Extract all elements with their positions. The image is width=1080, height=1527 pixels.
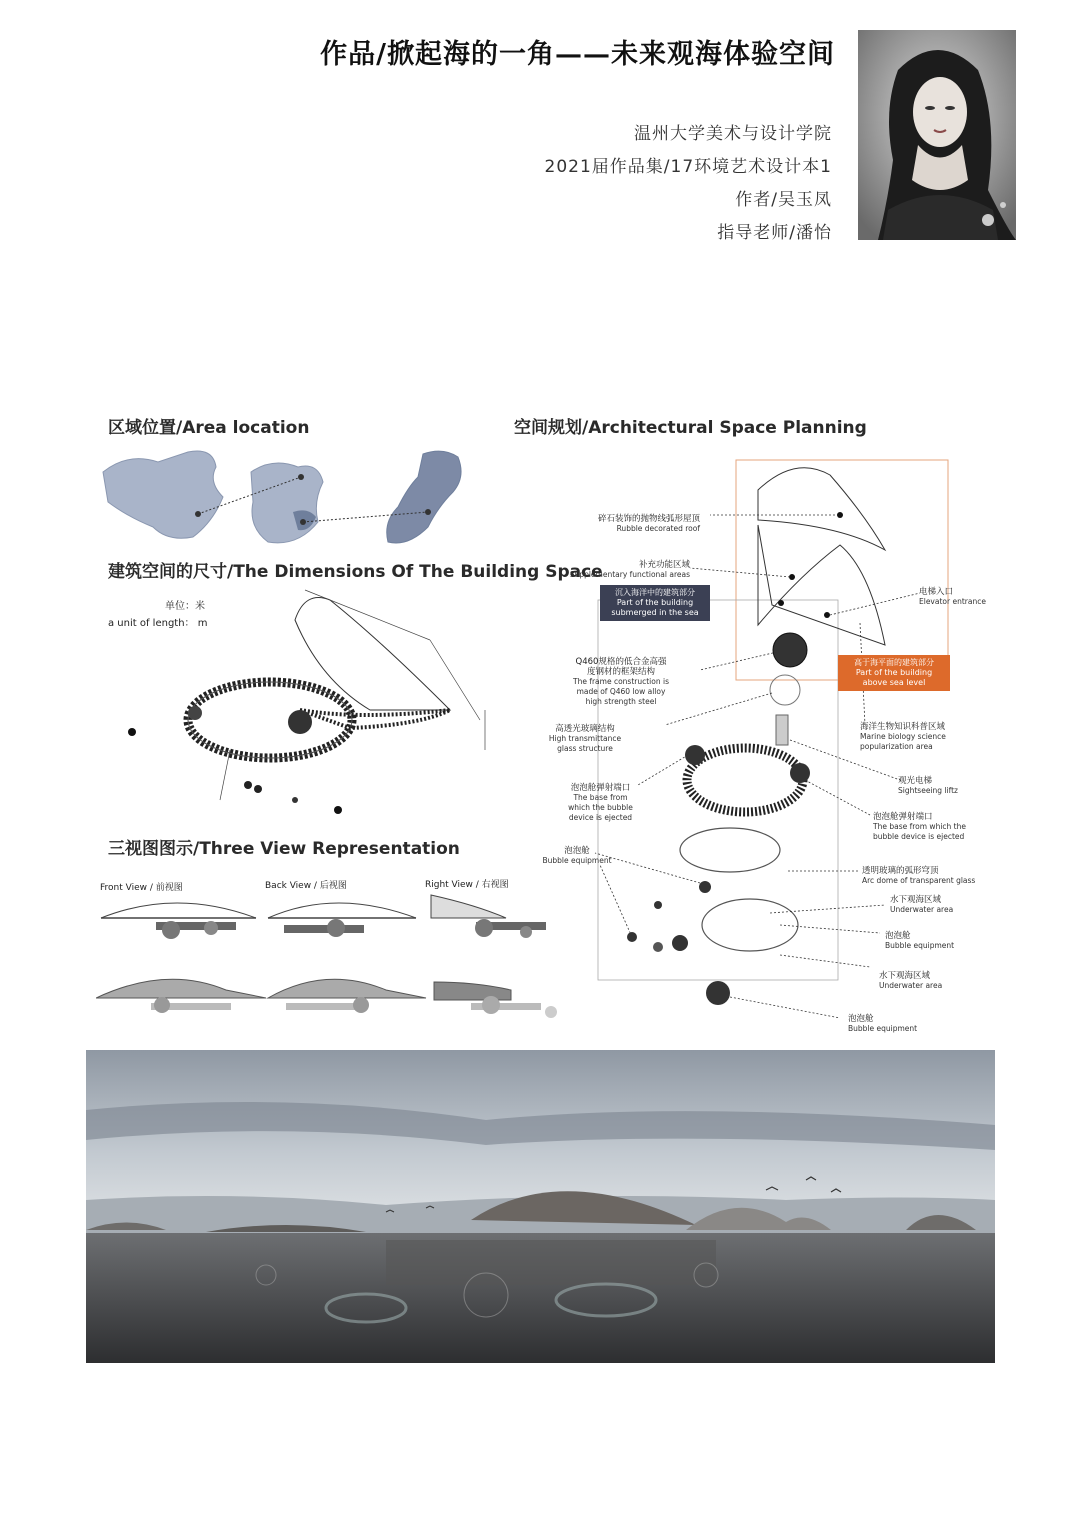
planning-heading: 空间规划/Architectural Space Planning [514, 418, 867, 438]
author-portrait [858, 30, 1016, 240]
frame-label: Q460规格的低合金高强 度钢材的框架结构 The frame construction is made of Q460 low alloy high strength steel [573, 657, 669, 706]
back-view-label: Back View / 后视图 [265, 881, 347, 891]
right-view-label: Right View / 右视图 [425, 880, 509, 890]
area-location-heading: 区域位置/Area location [108, 418, 310, 438]
base-left-label: 泡泡舱弹射端口 The base from which the bubble device is ejected [568, 783, 633, 822]
unit-label-en: a unit of length： m [108, 618, 208, 629]
lift-label: 观光电梯 Sightseeing liftz [898, 776, 958, 795]
base-right-label: 泡泡舱弹射端口 The base from which the bubble device is ejected [873, 812, 966, 841]
bubble-right-1-label: 泡泡舱 Bubble equipment [885, 931, 955, 950]
unit-label-cn: 单位：米 [165, 601, 205, 612]
bubble-left-label: 泡泡舱 Bubble equipment [542, 846, 612, 865]
submerged-badge: 沉入海洋中的建筑部分 Part of the building submerged in the sea [600, 585, 710, 621]
elevator-label: 电梯入口 Elevator entrance [919, 587, 986, 606]
supplementary-label: 补充功能区域 Supplementary functional areas [569, 560, 690, 579]
dimensions-heading: 建筑空间的尺寸/The Dimensions Of The Building Space [108, 562, 603, 582]
dome-label: 透明玻璃的弧形穹顶 Arc dome of transparent glass [862, 866, 976, 885]
above-sea-badge: 高于海平面的建筑部分 Part of the building above sea level [838, 655, 950, 691]
seascape-rendering [86, 1050, 995, 1363]
collection-name: 2021届作品集/17环境艺术设计本1 [544, 157, 832, 177]
three-view-heading: 三视图图示/Three View Representation [108, 839, 460, 859]
page-title: 作品/掀起海的一角——未来观海体验空间 [320, 39, 835, 70]
marine-label: 海洋生物知识科普区域 Marine biology science popularization area [860, 722, 946, 751]
advisor-name: 指导老师/潘怡 [717, 223, 832, 243]
bubble-right-2-label: 泡泡舱 Bubble equipment [848, 1014, 918, 1033]
roof-label: 碎石装饰的抛物线弧形屋顶 Rubble decorated roof [597, 514, 700, 533]
front-view-label: Front View / 前视图 [100, 883, 183, 893]
dimension-drawing [120, 580, 520, 830]
author-name: 作者/吴玉凤 [735, 190, 832, 210]
underwater-1-label: 水下观海区域 Underwater area [890, 895, 954, 914]
three-view-drawings [96, 890, 586, 1040]
underwater-2-label: 水下观海区域 Underwater area [879, 971, 943, 990]
area-maps [98, 442, 478, 562]
glass-label: 高透光玻璃结构 High transmittance glass structure [548, 724, 622, 753]
school-name: 温州大学美术与设计学院 [634, 124, 832, 144]
